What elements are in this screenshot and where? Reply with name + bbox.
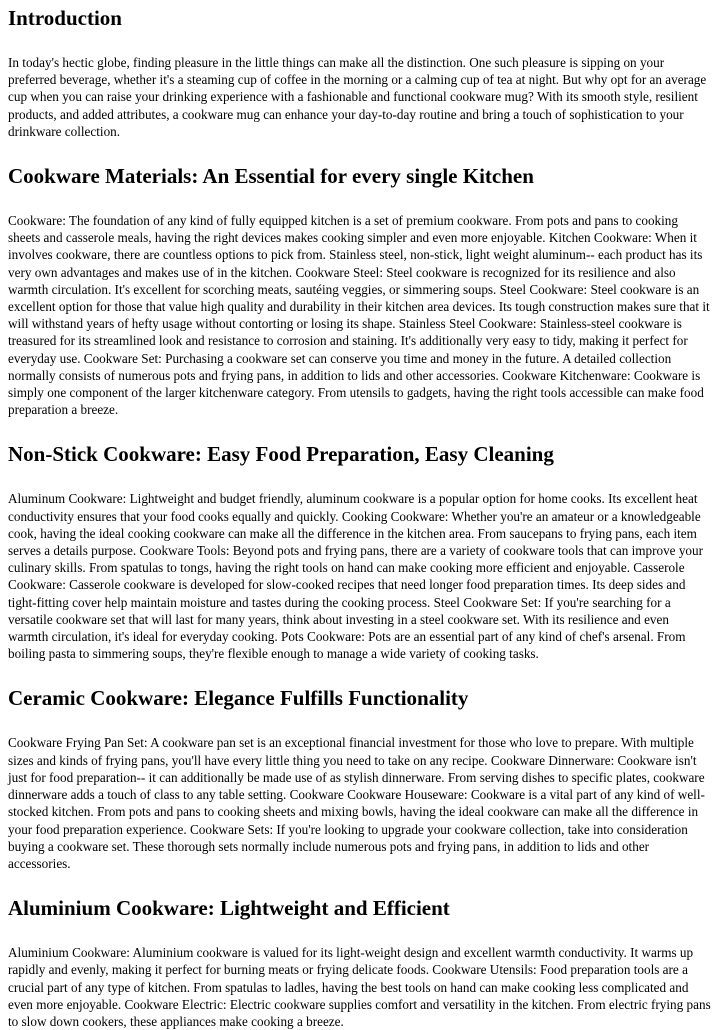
section-introduction xyxy=(8,6,712,140)
section-paragraph: Aluminium Cookware: Aluminium cookware is valued for its light-weight design and excellent warmth conductivity. It warms up rapidly and evenly, making it perfect for burning meats or frying delicate foods. Cookware Utensils: Food preparation tools are a crucial part of any type of kitchen. From spatulas to ladles, having the best tools on hand can make cooking less complicated and even more enjoyable. Cookware Electric: Electric cookware supplies comfort and versatility in the kitchen. From electric frying pans to slow down cookers, these appliances make cooking a breeze. xyxy=(8,945,711,1029)
section-paragraph: Aluminum Cookware: Lightweight and budget friendly, aluminum cookware is a popular option for home cooks. Its excellent heat conductivity ensures that your food cooks equally and quickly. Cooking Cookware: Whether you're an amateur or a knowledgeable cook, having the ideal cooking cookware can make all the difference in the kitchen area. From saucepans to frying pans, each item serves a details purpose. Cookware Tools: Beyond pots and frying pans, there are a variety of cookware tools that can improve your culinary skills. From spatulas to tongs, having the right tools on hand can make cooking more efficient and enjoyable. Casserole Cookware: Casserole cookware is developed for slow-cooked recipes that need longer food preparation times. Its deep sides and tight-fitting cover help maintain moisture and tastes during the cooking process. Steel Cookware Set: If you're searching for a versatile cookware set that will last for many years, think about investing in a steel cookware set. With its resilience and even warmth circulation, it's ideal for everyday cooking. Pots Cookware: Pots are an essential part of any kind of chef's arsenal. From boiling pasta to simmering soups, they're flexible enough to manage a wide variety of cooking tasks. xyxy=(8,491,704,662)
section-heading: Aluminium Cookware: Lightweight and Efficient xyxy=(8,896,450,921)
section-ceramic-cookware xyxy=(8,686,712,872)
section-heading: Non-Stick Cookware: Easy Food Preparation, Easy Cleaning xyxy=(8,442,554,467)
section-paragraph: Cookware: The foundation of any kind of fully equipped kitchen is a set of premium cookware. From pots and pans to cooking sheets and casserole meals, having the right devices makes cooking simpler and even more enjoyable. Kitchen Cookware: When it involves cookware, there are countless options to pick from. Stainless steel, non-stick, light weight aluminum-- each product has its very own advantages and makes use of in the kitchen. Cookware Steel: Steel cookware is recognized for its resilience and also warmth circulation. It's excellent for scorching meats, sautéing veggies, or simmering soups. Steel Cookware: Steel cookware is an excellent option for those that value high quality and durability in their kitchen area devices. Its tough construction makes sure that it will withstand years of hefty usage without contorting or losing its shape. Stainless Steel Cookware: Stainless-steel cookware is treasured for its streamlined look and resistance to corrosion and staining. It's additionally very easy to tidy, making it perfect for everyday use. Cookware Set: Purchasing a cookware set can conserve you time and money in the future. A detailed collection normally consists of numerous pots and frying pans, in addition to lids and other accessories. Cookware Kitchenware: Cookware is simply one component of the larger kitchenware category. From utensils to gadgets, having the right tools accessible can make food preparation a breeze. xyxy=(8,213,710,418)
section-non-stick-cookware xyxy=(8,442,712,662)
section-aluminium-cookware xyxy=(8,896,712,1030)
section-heading: Introduction xyxy=(8,6,122,30)
section-cookware-materials xyxy=(8,164,712,418)
section-heading: Ceramic Cookware: Elegance Fulfills Functionality xyxy=(8,686,469,711)
section-heading: Cookware Materials: An Essential for every single Kitchen xyxy=(8,164,534,189)
section-paragraph: In today's hectic globe, finding pleasure in the little things can make all the distinction. One such pleasure is sipping on your preferred beverage, whether it's a steaming cup of coffee in the morning or a calming cup of tea at night. But why opt for an average cup when you can raise your drinking experience with a fashionable and functional cookware mug? With its smooth style, resilient products, and added attributes, a cookware mug can enhance your day-to-day routine and bring a touch of sophistication to your drinkware collection. xyxy=(8,55,707,139)
section-paragraph: Cookware Frying Pan Set: A cookware pan set is an exceptional financial investment for those who love to prepare. With multiple sizes and kinds of frying pans, you'll have every little thing you need to take on any recipe. Cookware Dinnerware: Cookware isn't just for food preparation-- it can additionally be made use of as stylish dinnerware. From serving dishes to specific plates, cookware dinnerware adds a touch of class to any table setting. Cookware Cookware Houseware: Cookware is a vital part of any kind of well-stocked kitchen. From pots and pans to cooking sheets and mixing bowls, having the ideal cookware can make all the difference in your food preparation experience. Cookware Sets: If you're looking to upgrade your cookware collection, take into consideration buying a cookware set. These thorough sets normally include numerous pots and frying pans, in addition to lids and other accessories. xyxy=(8,735,705,871)
